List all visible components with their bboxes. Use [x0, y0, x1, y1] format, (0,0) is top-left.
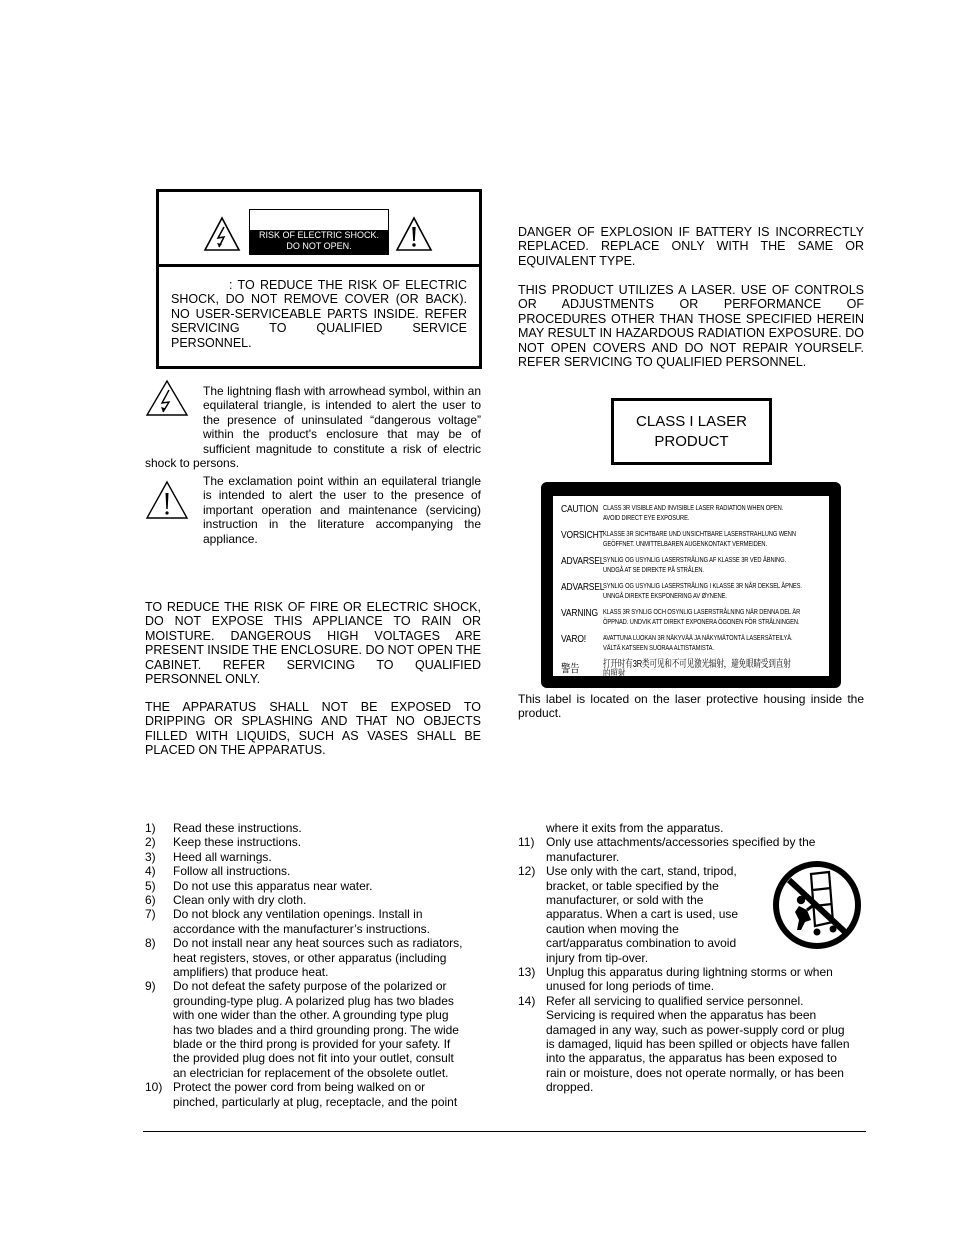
laser-label-key: ADVARSEL [561, 582, 605, 593]
instruction-line: the provided plug does not fit into your outlet, consult [173, 1051, 454, 1066]
instruction-line: Heed all warnings. [173, 849, 272, 864]
instruction-text [546, 965, 833, 994]
laser-label-text [603, 530, 816, 549]
instruction-line: where it exits from the apparatus. [546, 821, 724, 835]
instruction-line: Unplug this apparatus during lightning storms or when [546, 965, 833, 979]
laser-label-line: GEÖFFNET. UNMITTELBAREN AUGENKONTAKT VERMEIDEN. [603, 540, 768, 548]
instruction-line: Clean only with dry cloth. [173, 893, 307, 907]
laser-label-text [603, 608, 816, 627]
instruction-line: Do not use this apparatus near water. [173, 878, 373, 893]
dripping-warning: THE APPARATUS SHALL NOT BE EXPOSED TO DRIPPING OR SPLASHING AND THAT NO OBJECTS FILLED WITH LIQUIDS, SUCH AS VASES SHALL BE PLACED ON THE APPARATUS. [145, 700, 481, 758]
instruction-line: heat registers, stoves, or other apparatus (including [173, 950, 447, 965]
class-laser-product-box: CLASS I LASER PRODUCT [611, 398, 772, 465]
instruction-text [173, 893, 306, 907]
laser-label-line: KLASSE 3R SICHTBARE UND UNSICHTBARE LASERSTRAHLUNG WENN [603, 531, 796, 538]
instruction-line: Do not install near any heat sources such as radiators, [173, 936, 463, 951]
instruction-text [173, 979, 459, 1080]
laser-label-key: 警告 [561, 663, 580, 675]
lightning-description: The lightning flash with arrowhead symbol, within an equilateral triangle, is intended to alert the user to the presence of uninsulated “dangerous voltage” within the product's enclosure that may be of sufficient magnitude to constitute a risk of electric shock to persons. [145, 384, 481, 471]
instruction-text [546, 994, 850, 1095]
laser-label-key: VARNING [561, 608, 598, 619]
laser-label-line: AVOID DIRECT EYE EXPOSURE. [603, 514, 690, 522]
instruction-line: bracket, or table specified by the [546, 878, 719, 893]
instruction-number: 10) [145, 1080, 163, 1095]
instruction-line: blade or the third prong is provided for your safety. If [173, 1037, 451, 1052]
instruction-line: damaged in any way, such as power-supply cord or plug [546, 1022, 845, 1037]
battery-warning: DANGER OF EXPLOSION IF BATTERY IS INCORRECTLY REPLACED. REPLACE ONLY WITH THE SAME OR EQUIVALENT TYPE. [518, 225, 864, 268]
instruction-line: into the apparatus, the apparatus has been exposed to [546, 1051, 837, 1066]
caution-label-panel [249, 209, 389, 255]
instruction-number: 6) [145, 893, 156, 907]
instruction-number: 13) [518, 965, 536, 979]
instruction-text [173, 936, 463, 979]
instruction-number: 7) [145, 907, 156, 922]
instruction-number: 9) [145, 979, 156, 994]
laser-label-line: AVATTUNA LUOKAN 3R NÄKYVÄÄ JA NÄKYMÄTÖNTÄ LASERSÄTEILYÄ. [603, 635, 793, 642]
instruction-line: has two blades and a third grounding prong. The wide [173, 1022, 459, 1037]
instruction-line: Follow all instructions. [173, 864, 291, 879]
fire-shock-warning: TO REDUCE THE RISK OF FIRE OR ELECTRIC SHOCK, DO NOT EXPOSE THIS APPLIANCE TO RAIN OR MOISTURE. DANGEROUS HIGH VOLTAGES ARE PRESENT INSIDE THE ENCLOSURE. DO NOT OPEN THE CABINET. REFER SERVICING TO QUALIFIED PERSONNEL ONLY. [145, 600, 481, 687]
instruction-line: cart/apparatus combination to avoid [546, 936, 737, 951]
instruction-number: 14) [518, 993, 536, 1008]
laser-label-text [603, 582, 816, 601]
instruction-number: 12) [518, 864, 536, 879]
instruction-line: injury from tip-over. [546, 950, 649, 965]
laser-label-line: UNDGÅ AT SE DIREKTE PÅ STRÅLEN. [603, 566, 704, 574]
instruction-text [173, 1080, 457, 1109]
instruction-text [546, 821, 723, 835]
caution-text: : TO REDUCE THE RISK OF ELECTRIC SHOCK, DO NOT REMOVE COVER (OR BACK). NO USER-SERVICEABLE PARTS INSIDE. REFER SERVICING TO QUALIFIED SERVICE PERSONNEL. [171, 278, 467, 350]
instruction-line: dropped. [546, 1080, 594, 1095]
instruction-line: rain or moisture, does not operate normally, or has been [546, 1065, 844, 1080]
instruction-line: Do not defeat the safety purpose of the polarized or [173, 979, 447, 994]
instruction-number: 2) [145, 835, 156, 850]
instruction-text [173, 835, 301, 849]
laser-label-text [603, 504, 816, 523]
instruction-line: amplifiers) that produce heat. [173, 965, 329, 979]
exclamation-warning-icon [395, 216, 433, 252]
instruction-line: Servicing is required when the apparatus has been [546, 1008, 817, 1023]
caution-box [156, 189, 482, 369]
instruction-number: 1) [145, 821, 156, 835]
instruction-text [173, 907, 430, 936]
instruction-line: Do not block any ventilation openings. Install in [173, 907, 423, 922]
laser-label-key: VARO! [561, 634, 586, 645]
instruction-line: grounding-type plug. A polarized plug has two blades [173, 993, 454, 1008]
laser-label-line: 打开时有3R类可见和不可见激光辐射，避免眼睛受到直射的照射 [603, 659, 791, 680]
caution-label: RISK OF ELECTRIC SHOCK. DO NOT OPEN. [250, 230, 388, 254]
instruction-number: 4) [145, 864, 156, 879]
instruction-line: Keep these instructions. [173, 835, 302, 850]
label-location-note: This label is located on the laser protective housing inside the product. [518, 692, 864, 721]
instruction-line: pinched, particularly at plug, receptacle, and the point [173, 1094, 458, 1109]
caution-box-header [159, 192, 479, 267]
instruction-number: 3) [145, 849, 156, 864]
instruction-line: caution when moving the [546, 921, 679, 936]
laser-label-line: SYNLIG OG USYNLIG LASERSTRÅLING I KLASSE 3R NÅR DEKSEL ÅPNES. [603, 583, 802, 590]
instruction-text [173, 850, 272, 864]
laser-warning-label [541, 482, 841, 688]
laser-label-line: CLASS 3R VISIBLE AND INVISIBLE LASER RADIATION WHEN OPEN. [603, 505, 784, 512]
instruction-line: Only use attachments/accessories specified by the [546, 835, 816, 850]
laser-label-key: CAUTION [561, 504, 599, 515]
cart-tip-over-icon [771, 860, 863, 950]
laser-label-line: KLASS 3R SYNLIG OCH OSYNLIG LASERSTRÅLNING NÄR DENNA DEL ÄR [603, 609, 801, 616]
laser-warning: THIS PRODUCT UTILIZES A LASER. USE OF CONTROLS OR ADJUSTMENTS OR PERFORMANCE OF PROCEDURES OTHER THAN THOSE SPECIFIED HEREIN MAY RESULT IN HAZARDOUS RADIATION EXPOSURE. DO NOT OPEN COVERS AND DO NOT REPAIR YOURSELF. REFER SERVICING TO QUALIFIED PERSONNEL. [518, 283, 864, 370]
instruction-line: Protect the power cord from being walked on or [173, 1080, 426, 1095]
laser-label-key: VORSICHT [561, 530, 604, 541]
laser-label-line: SYNLIG OG USYNLIG LASERSTRÅLING AF KLASSE 3R VED ÅBNING. [603, 557, 786, 564]
exclamation-description: The exclamation point within an equilateral triangle is intended to alert the user to the presence of important operation and maintenance (servicing) instruction in the literature accompanying the appliance. [203, 474, 481, 546]
instruction-line: unused for long periods of time. [546, 979, 715, 994]
instruction-line: Refer all servicing to qualified service personnel. [546, 993, 804, 1008]
instruction-text [546, 864, 738, 965]
laser-label-line: ÖPPNAD. UNDVIK ATT DIREKT EXPONERA ÖGONEN FÖR STRÅLNINGEN. [603, 618, 800, 626]
instruction-number: 8) [145, 936, 156, 951]
instruction-line: apparatus. When a cart is used, use [546, 907, 739, 922]
laser-label-text [603, 660, 798, 679]
instruction-number: 11) [518, 835, 535, 850]
instruction-line: Use only with the cart, stand, tripod, [546, 864, 737, 879]
instruction-text [173, 879, 372, 893]
instruction-line: an electrician for replacement of the obsolete outlet. [173, 1065, 449, 1080]
instruction-line: Read these instructions. [173, 821, 302, 835]
instruction-line: with one wider than the other. A grounding type plug [173, 1008, 449, 1023]
instruction-text [173, 864, 290, 878]
footer-rule [143, 1131, 866, 1132]
laser-label-key: ADVARSEL [561, 556, 605, 567]
instruction-line: manufacturer, or sold with the [546, 893, 704, 907]
laser-label-line: UNNGÅ DIREKTE EKSPONERING AV ØYNENE. [603, 592, 727, 600]
laser-label-text [603, 556, 816, 575]
instruction-line: is damaged, liquid has been spilled or objects have fallen [546, 1037, 850, 1052]
instruction-line: manufacturer. [546, 849, 620, 864]
instruction-number: 5) [145, 878, 156, 893]
instruction-line: accordance with the manufacturer’s instructions. [173, 921, 431, 936]
lightning-warning-icon [203, 216, 241, 252]
laser-label-text [603, 634, 816, 653]
instruction-text [173, 821, 302, 835]
laser-label-paper [553, 496, 829, 680]
laser-label-line: VÄLTÄ KATSEEN SUORAA ALTISTAMISTA. [603, 644, 714, 652]
